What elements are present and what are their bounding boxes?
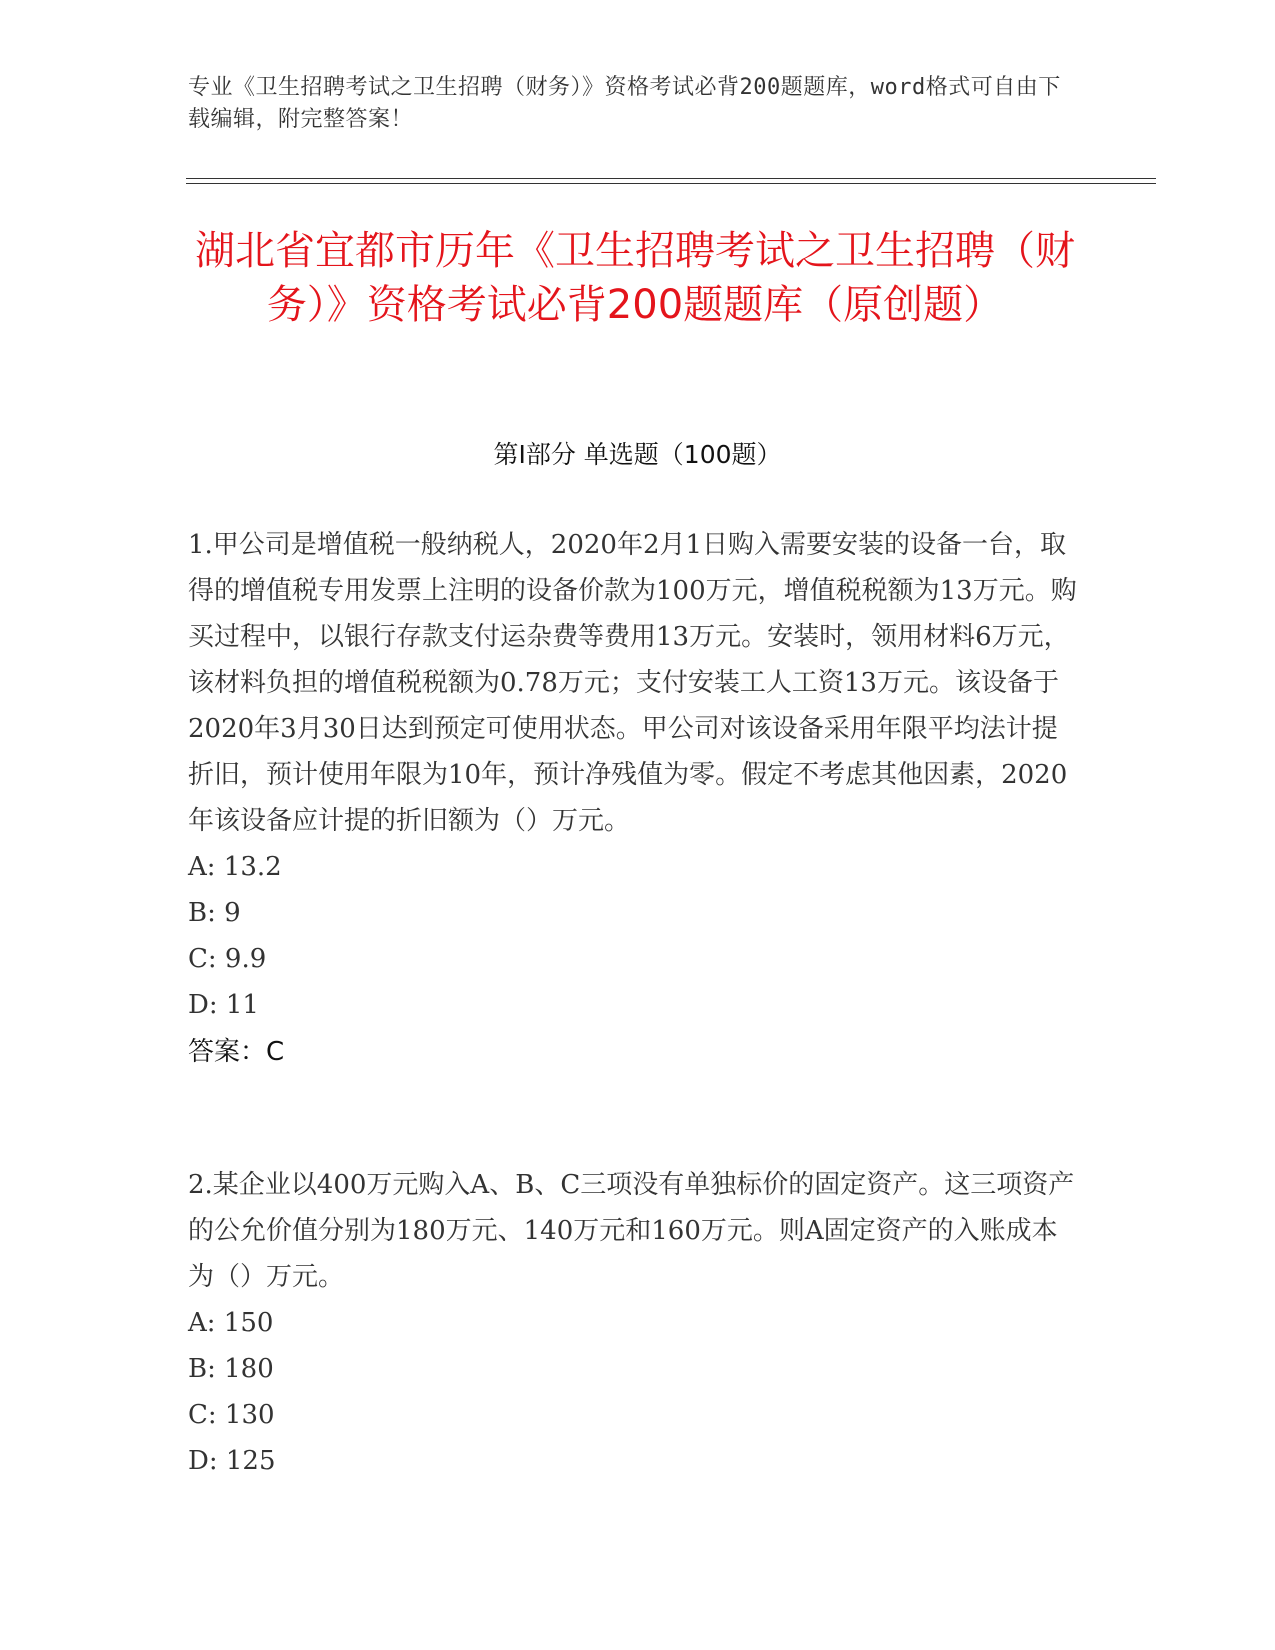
header-rule-bottom <box>186 183 1156 184</box>
document-title: 湖北省宜都市历年《卫生招聘考试之卫生招聘（财务）》资格考试必背200题题库（原创题） <box>195 228 1075 328</box>
question-2 <box>188 1162 1078 1484</box>
question-text: 1.甲公司是增值税一般纳税人，2020年2月1日购入需要安装的设备一台，取得的增值税专用发票上注明的设备价款为100万元，增值税税额为13万元。购买过程中，以银行存款支付运杂费等费用13万元。安装时，领用材料6万元，该材料负担的增值税税额为0.78万元；支付安装工人工资13万元。该设备于2020年3月30日达到预定可使用状态。甲公司对该设备采用年限平均法计提折旧，预计使用年限为10年，预计净残值为零。假定不考虑其他因素，2020年该设备应计提的折旧额为（）万元。 <box>188 530 1077 836</box>
option-b: B: 9 <box>188 898 241 928</box>
option-a: A: 13.2 <box>188 852 282 882</box>
option-a: A: 150 <box>188 1308 274 1338</box>
option-d: D: 11 <box>188 990 259 1020</box>
option-c: C: 130 <box>188 1400 275 1430</box>
option-b: B: 180 <box>188 1354 274 1384</box>
question-1 <box>188 522 1078 1074</box>
question-text: 2.某企业以400万元购入A、B、C三项没有单独标价的固定资产。这三项资产的公允价值分别为180万元、140万元和160万元。则A固定资产的入账成本为（）万元。 <box>188 1170 1075 1292</box>
answer: 答案：C <box>188 1037 285 1067</box>
section-title: 第I部分 单选题（100题） <box>493 440 782 469</box>
header-rule-top <box>186 178 1156 179</box>
option-d: D: 125 <box>188 1446 276 1476</box>
option-c: C: 9.9 <box>188 944 267 974</box>
header-note: 专业《卫生招聘考试之卫生招聘（财务）》资格考试必背200题题库，word格式可自由下载编辑，附完整答案！ <box>188 75 1061 132</box>
